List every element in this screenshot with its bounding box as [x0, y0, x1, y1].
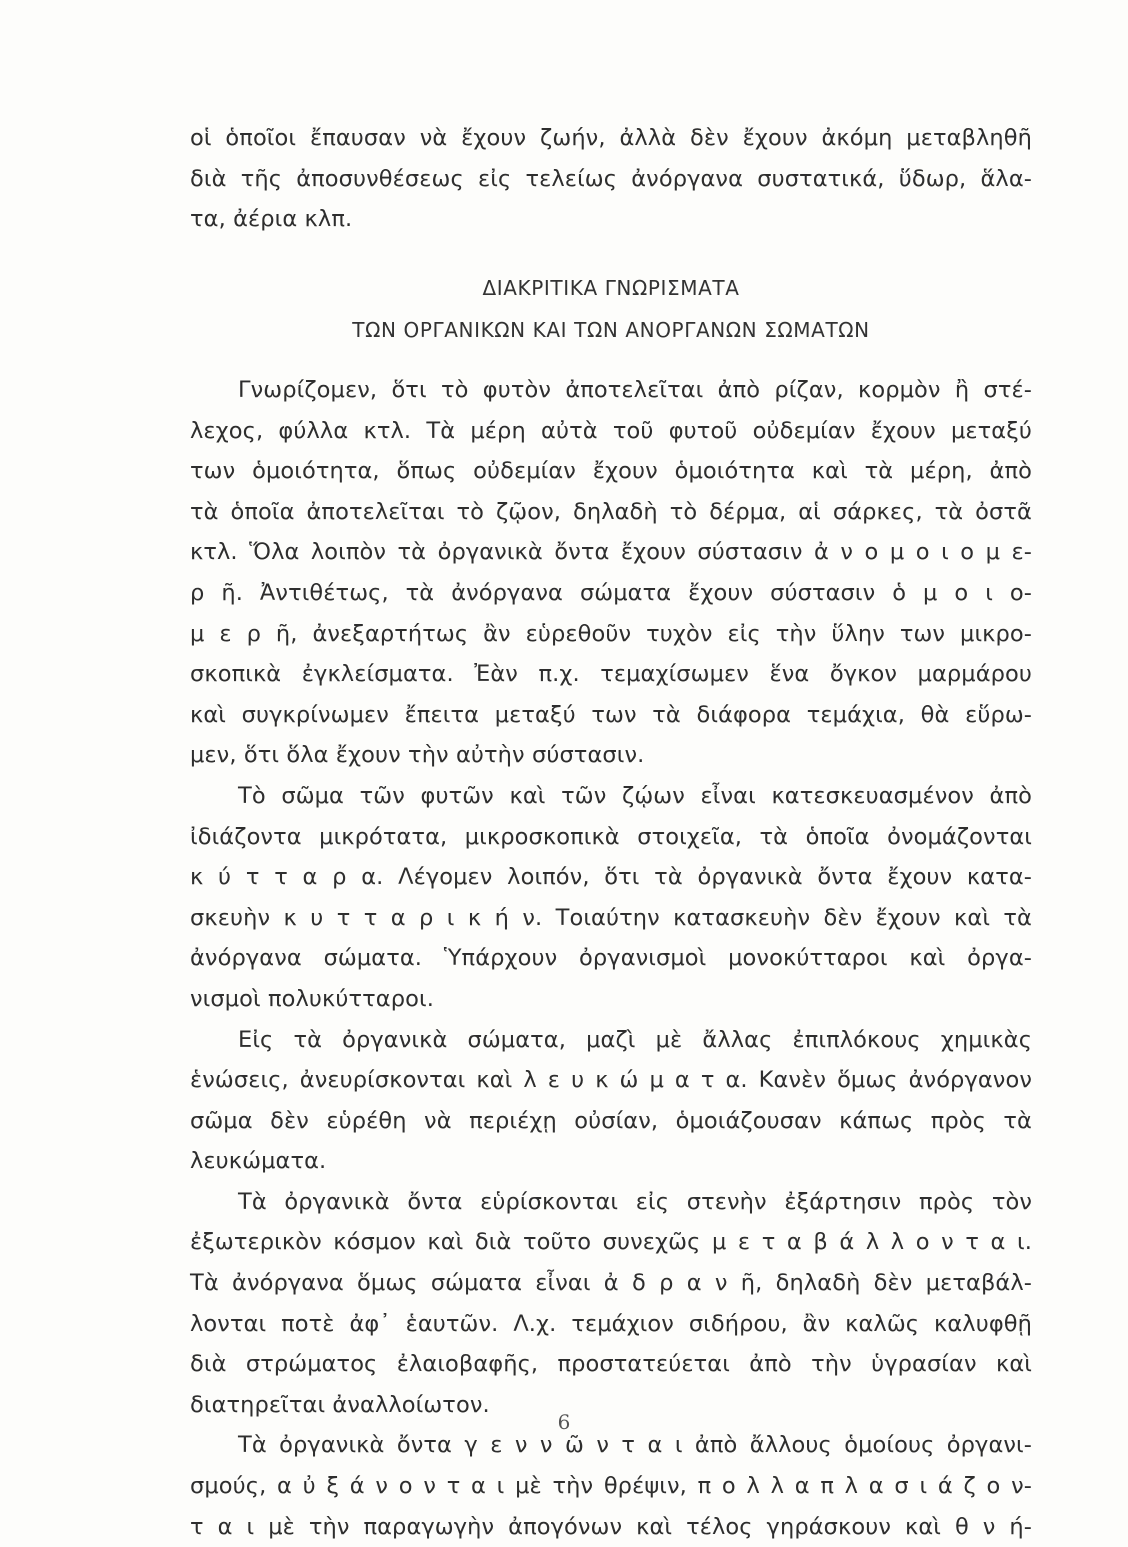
text-line: ἀνόργανα σώματα. Ὑπάρχουν ὀργανισμοὶ μονοκύτταροι καὶ ὀργα- [190, 945, 1032, 972]
text-line: λευκώματα. [190, 1148, 327, 1175]
text-line: σκοπικὰ ἐγκλείσματα. Ἐὰν π.χ. τεμαχίσωμεν ἕνα ὄγκον μαρμάρου [190, 661, 1032, 688]
text-line: τὰ ὁποῖα ἀποτελεῖται τὸ ζῷον, δηλαδὴ τὸ δέρμα, αἱ σάρκες, τὰ ὀστᾶ [190, 498, 1032, 525]
text-line: των ὁμοιότητα, ὅπως οὐδεμίαν ἔχουν ὁμοιότητα καὶ τὰ μέρη, ἀπὸ [190, 458, 1032, 485]
text-line: λεχος, φύλλα κτλ. Τὰ μέρη αὐτὰ τοῦ φυτοῦ οὐδεμίαν ἔχουν μεταξύ [190, 417, 1032, 444]
text-line: κ ύ τ τ α ρ α. Λέγομεν λοιπόν, ὅτι τὰ ὀργανικὰ ὄντα ἔχουν κατα- [190, 864, 1032, 891]
page-number: 6 [557, 1410, 571, 1434]
section-heading-line-2: ΤΩΝ ΟΡΓΑΝΙΚΩΝ ΚΑΙ ΤΩΝ ΑΝΟΡΓΑΝΩΝ ΣΩΜΑΤΩΝ [352, 318, 870, 342]
text-line: μεν, ὅτι ὅλα ἔχουν τὴν αὐτὴν σύστασιν. [190, 742, 645, 769]
text-line: σῶμα δὲν εὑρέθη νὰ περιέχῃ οὐσίαν, ὁμοιάζουσαν κάπως πρὸς τὰ [190, 1107, 1032, 1134]
text-line: ἐξωτερικὸν κόσμον καὶ διὰ τοῦτο συνεχῶς μ ε τ α β ά λ λ ο ν τ α ι. [190, 1229, 1032, 1256]
text-line: ρ ῆ. Ἀντιθέτως, τὰ ἀνόργανα σώματα ἔχουν σύστασιν ὁ μ ο ι ο- [190, 579, 1032, 606]
section-heading-line-1: ΔΙΑΚΡΙΤΙΚΑ ΓΝΩΡΙΣΜΑΤΑ [482, 276, 740, 300]
text-line: τα, ἀέρια κλπ. [190, 206, 353, 233]
text-line: νισμοὶ πολυκύτταροι. [190, 985, 434, 1012]
text-line: καὶ συγκρίνωμεν ἔπειτα μεταξύ των τὰ διάφορα τεμάχια, θὰ εὕρω- [190, 701, 1032, 728]
text-line: ἰδιάζοντα μικρότατα, μικροσκοπικὰ στοιχεῖα, τὰ ὁποῖα ὀνομάζονται [190, 823, 1032, 850]
text-line: διὰ στρώματος ἐλαιοβαφῆς, προστατεύεται ἀπὸ τὴν ὑγρασίαν καὶ [190, 1351, 1032, 1378]
text-line: Τὰ ἀνόργανα ὅμως σώματα εἶναι ἀ δ ρ α ν ῆ, δηλαδὴ δὲν μεταβάλ- [190, 1270, 1032, 1297]
text-line: Τὰ ὀργανικὰ ὄντα εὑρίσκονται εἰς στενὴν ἐξάρτησιν πρὸς τὸν [238, 1188, 1032, 1215]
text-line: μ ε ρ ῆ, ἀνεξαρτήτως ἂν εὑρεθοῦν τυχὸν εἰς τὴν ὕλην των μικρο- [190, 620, 1032, 647]
text-line: λονται ποτὲ ἀφ᾽ ἑαυτῶν. Λ.χ. τεμάχιον σιδήρου, ἂν καλῶς καλυφθῇ [190, 1310, 1032, 1337]
text-line: ἑνώσεις, ἀνευρίσκονται καὶ λ ε υ κ ώ μ α τ α. Κανὲν ὅμως ἀνόργανον [190, 1067, 1032, 1094]
text-line: κτλ. Ὅλα λοιπὸν τὰ ὀργανικὰ ὄντα ἔχουν σύστασιν ἀ ν ο μ ο ι ο μ ε- [190, 539, 1032, 566]
text-line: διὰ τῆς ἀποσυνθέσεως εἰς τελείως ἀνόργανα συστατικά, ὕδωρ, ἅλα- [190, 165, 1032, 192]
text-line: Γνωρίζομεν, ὅτι τὸ φυτὸν ἀποτελεῖται ἀπὸ ρίζαν, κορμὸν ἢ στέ- [238, 377, 1032, 403]
text-line: τ α ι μὲ τὴν παραγωγὴν ἀπογόνων καὶ τέλος γηράσκουν καὶ θ ν ή- [190, 1513, 1032, 1540]
text-line: Τὸ σῶμα τῶν φυτῶν καὶ τῶν ζῴων εἶναι κατεσκευασμένον ἀπὸ [238, 782, 1032, 809]
text-line: οἱ ὁποῖοι ἔπαυσαν νὰ ἔχουν ζωήν, ἀλλὰ δὲν ἔχουν ἀκόμη μεταβληθῆ [190, 125, 1032, 151]
text-line: Τὰ ὀργανικὰ ὄντα γ ε ν ν ῶ ν τ α ι ἀπὸ ἄλλους ὁμοίους ὀργανι- [238, 1432, 1032, 1459]
body-text [190, 370, 1032, 1547]
text-line: Εἰς τὰ ὀργανικὰ σώματα, μαζὶ μὲ ἄλλας ἐπιπλόκους χημικὰς [238, 1026, 1032, 1053]
text-line: σμούς, α ὐ ξ ά ν ο ν τ α ι μὲ τὴν θρέψιν, π ο λ λ α π λ α σ ι ά ζ ο ν- [190, 1473, 1032, 1500]
text-line: σκευὴν κ υ τ τ α ρ ι κ ή ν. Τοιαύτην κατασκευὴν δὲν ἔχουν καὶ τὰ [190, 904, 1032, 931]
intro-paragraph [190, 118, 1032, 240]
text-line: διατηρεῖται ἀναλλοίωτον. [190, 1391, 490, 1418]
